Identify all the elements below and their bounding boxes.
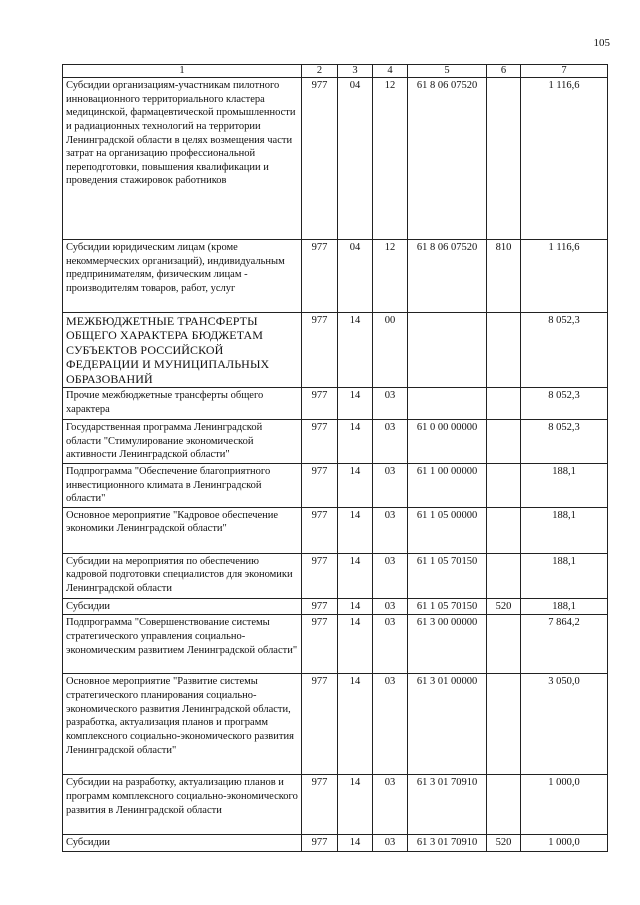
row-col-7: 8 052,3 bbox=[521, 419, 608, 463]
header-cell-3: 3 bbox=[338, 65, 373, 78]
row-col-2: 977 bbox=[302, 387, 338, 419]
table-row bbox=[63, 775, 608, 835]
row-col-4: 00 bbox=[373, 313, 408, 388]
row-col-7: 188,1 bbox=[521, 463, 608, 507]
header-row bbox=[63, 65, 608, 78]
header-cell-5: 5 bbox=[408, 65, 487, 78]
row-col-5: 61 1 05 00000 bbox=[408, 507, 487, 553]
row-col-6: 810 bbox=[487, 240, 521, 313]
header-cell-7: 7 bbox=[521, 65, 608, 78]
row-col-6 bbox=[487, 507, 521, 553]
row-name: Субсидии юридическим лицам (кроме некоммерческих организаций), индивидуальным предпринимателям, физическим лицам - производителям товаров, работ, услуг bbox=[63, 240, 302, 313]
table-row bbox=[63, 674, 608, 775]
row-col-5: 61 3 01 70910 bbox=[408, 775, 487, 835]
row-col-5: 61 3 00 00000 bbox=[408, 615, 487, 674]
row-col-3: 14 bbox=[338, 507, 373, 553]
table-row bbox=[63, 615, 608, 674]
row-col-2: 977 bbox=[302, 313, 338, 388]
row-col-3: 14 bbox=[338, 674, 373, 775]
row-name: Субсидии на разработку, актуализацию планов и программ комплексного социально-экономического развития в Ленинградской области bbox=[63, 775, 302, 835]
header-cell-2: 2 bbox=[302, 65, 338, 78]
row-col-6 bbox=[487, 674, 521, 775]
row-name: Субсидии на мероприятия по обеспечению кадровой подготовки специалистов для экономики Ленинградской области bbox=[63, 553, 302, 598]
row-col-7: 1 000,0 bbox=[521, 835, 608, 852]
row-name: Субсидии организациям-участникам пилотного инновационного территориального кластера медицинской, фармацевтической промышленности и радиационных технологий на территории Ленинградской области в целях возмещения части затрат на организацию профессиональной переподготовки, повышения квалификации и проведения стажировок работников bbox=[63, 78, 302, 240]
row-col-4: 03 bbox=[373, 507, 408, 553]
row-col-6 bbox=[487, 775, 521, 835]
row-col-4: 03 bbox=[373, 674, 408, 775]
row-name: Подпрограмма "Совершенствование системы стратегического управления социально-экономическим развитием Ленинградской области" bbox=[63, 615, 302, 674]
row-col-3: 14 bbox=[338, 313, 373, 388]
table-row bbox=[63, 240, 608, 313]
row-col-6 bbox=[487, 78, 521, 240]
row-col-5: 61 8 06 07520 bbox=[408, 78, 487, 240]
row-col-7: 1 000,0 bbox=[521, 775, 608, 835]
row-name: Прочие межбюджетные трансферты общего характера bbox=[63, 387, 302, 419]
row-col-6 bbox=[487, 553, 521, 598]
row-col-3: 14 bbox=[338, 553, 373, 598]
row-col-6 bbox=[487, 387, 521, 419]
row-col-7: 7 864,2 bbox=[521, 615, 608, 674]
row-col-4: 03 bbox=[373, 387, 408, 419]
row-name: Основное мероприятие "Кадровое обеспечение экономики Ленинградской области" bbox=[63, 507, 302, 553]
table-row bbox=[63, 419, 608, 463]
row-col-2: 977 bbox=[302, 240, 338, 313]
row-name: Субсидии bbox=[63, 598, 302, 615]
row-col-6 bbox=[487, 615, 521, 674]
row-col-3: 14 bbox=[338, 615, 373, 674]
table-row bbox=[63, 387, 608, 419]
row-col-5: 61 3 01 00000 bbox=[408, 674, 487, 775]
row-col-2: 977 bbox=[302, 507, 338, 553]
budget-table bbox=[62, 64, 608, 852]
row-col-2: 977 bbox=[302, 598, 338, 615]
row-col-3: 14 bbox=[338, 775, 373, 835]
row-col-5: 61 1 05 70150 bbox=[408, 553, 487, 598]
row-col-4: 03 bbox=[373, 615, 408, 674]
row-col-4: 03 bbox=[373, 419, 408, 463]
row-col-5 bbox=[408, 387, 487, 419]
table-row bbox=[63, 835, 608, 852]
table-row bbox=[63, 78, 608, 240]
row-col-7: 188,1 bbox=[521, 598, 608, 615]
row-col-6 bbox=[487, 313, 521, 388]
row-col-4: 03 bbox=[373, 463, 408, 507]
row-col-7: 188,1 bbox=[521, 507, 608, 553]
header-cell-1: 1 bbox=[63, 65, 302, 78]
header-cell-6: 6 bbox=[487, 65, 521, 78]
table-row bbox=[63, 553, 608, 598]
row-col-5: 61 1 05 70150 bbox=[408, 598, 487, 615]
row-col-2: 977 bbox=[302, 615, 338, 674]
table-row bbox=[63, 507, 608, 553]
row-col-4: 03 bbox=[373, 598, 408, 615]
row-col-5: 61 0 00 00000 bbox=[408, 419, 487, 463]
row-col-4: 03 bbox=[373, 775, 408, 835]
row-col-3: 14 bbox=[338, 387, 373, 419]
row-col-5 bbox=[408, 313, 487, 388]
table-row bbox=[63, 598, 608, 615]
row-col-7: 8 052,3 bbox=[521, 313, 608, 388]
row-col-3: 14 bbox=[338, 598, 373, 615]
row-col-2: 977 bbox=[302, 463, 338, 507]
row-col-6: 520 bbox=[487, 598, 521, 615]
row-col-3: 14 bbox=[338, 419, 373, 463]
row-col-3: 14 bbox=[338, 463, 373, 507]
row-col-4: 12 bbox=[373, 78, 408, 240]
row-col-3: 04 bbox=[338, 240, 373, 313]
row-col-2: 977 bbox=[302, 835, 338, 852]
table-row bbox=[63, 463, 608, 507]
row-name: Основное мероприятие "Развитие системы стратегического планирования социально-экономического развития Ленинградской области, разработка, актуализация планов и программ комплексного социально-экономического развития Ленинградской области" bbox=[63, 674, 302, 775]
page-number: 105 bbox=[593, 37, 610, 49]
header-cell-4: 4 bbox=[373, 65, 408, 78]
row-col-6 bbox=[487, 419, 521, 463]
table-row bbox=[63, 313, 608, 388]
row-col-7: 1 116,6 bbox=[521, 240, 608, 313]
row-col-7: 8 052,3 bbox=[521, 387, 608, 419]
row-col-7: 1 116,6 bbox=[521, 78, 608, 240]
row-col-3: 04 bbox=[338, 78, 373, 240]
row-col-2: 977 bbox=[302, 419, 338, 463]
row-col-7: 188,1 bbox=[521, 553, 608, 598]
row-col-2: 977 bbox=[302, 674, 338, 775]
row-col-5: 61 3 01 70910 bbox=[408, 835, 487, 852]
row-col-2: 977 bbox=[302, 78, 338, 240]
row-col-4: 12 bbox=[373, 240, 408, 313]
row-col-3: 14 bbox=[338, 835, 373, 852]
row-name: Субсидии bbox=[63, 835, 302, 852]
row-name: МЕЖБЮДЖЕТНЫЕ ТРАНСФЕРТЫ ОБЩЕГО ХАРАКТЕРА БЮДЖЕТАМ СУБЪЕКТОВ РОССИЙСКОЙ ФЕДЕРАЦИИ И МУНИЦИПАЛЬНЫХ ОБРАЗОВАНИЙ bbox=[63, 313, 302, 388]
row-col-2: 977 bbox=[302, 553, 338, 598]
row-col-2: 977 bbox=[302, 775, 338, 835]
row-col-6 bbox=[487, 463, 521, 507]
row-col-5: 61 8 06 07520 bbox=[408, 240, 487, 313]
row-col-4: 03 bbox=[373, 553, 408, 598]
row-col-6: 520 bbox=[487, 835, 521, 852]
row-col-5: 61 1 00 00000 bbox=[408, 463, 487, 507]
row-name: Государственная программа Ленинградской области "Стимулирование экономической активности Ленинградской области" bbox=[63, 419, 302, 463]
row-col-7: 3 050,0 bbox=[521, 674, 608, 775]
row-name: Подпрограмма "Обеспечение благоприятного инвестиционного климата в Ленинградской области" bbox=[63, 463, 302, 507]
row-col-4: 03 bbox=[373, 835, 408, 852]
